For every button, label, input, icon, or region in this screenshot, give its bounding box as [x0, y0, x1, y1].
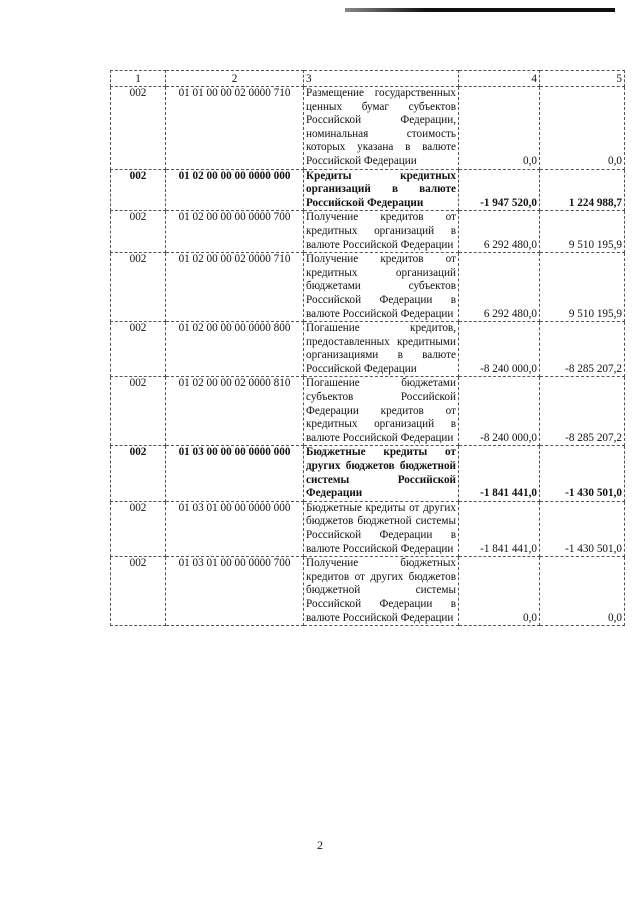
column-header-1: 1 — [111, 71, 166, 87]
table-row — [111, 501, 625, 556]
admin-code: 002 — [111, 169, 166, 211]
item-description: Бюджетные кредиты от других бюджетов бюджетной системы Российской Федерации — [304, 446, 459, 501]
amount-column-4: -8 240 000,0 — [459, 322, 540, 377]
budget-classification-code: 01 03 01 00 00 0000 000 — [166, 501, 304, 556]
amount-column-5: -1 430 501,0 — [540, 501, 625, 556]
admin-code: 002 — [111, 501, 166, 556]
table-row — [111, 557, 625, 626]
amount-column-5: 9 510 195,9 — [540, 211, 625, 253]
amount-column-4: -1 947 520,0 — [459, 169, 540, 211]
budget-classification-code: 01 01 00 00 02 0000 710 — [166, 87, 304, 170]
admin-code: 002 — [111, 377, 166, 446]
table-row — [111, 87, 625, 170]
admin-code: 002 — [111, 557, 166, 626]
budget-classification-code: 01 02 00 00 00 0000 800 — [166, 322, 304, 377]
budget-classification-code: 01 02 00 00 00 0000 700 — [166, 211, 304, 253]
item-description: Получение кредитов от кредитных организаций бюджетами субъектов Российской Федерации в валюте Российской Федерации — [304, 253, 459, 322]
item-description: Получение бюджетных кредитов от других бюджетов бюджетной системы Российской Федерации в валюте Российской Федерации — [304, 557, 459, 626]
budget-classification-code: 01 03 00 00 00 0000 000 — [166, 446, 304, 501]
item-description: Кредиты кредитных организаций в валюте Российской Федерации — [304, 169, 459, 211]
amount-column-4: -1 841 441,0 — [459, 446, 540, 501]
amount-column-5: -8 285 207,2 — [540, 322, 625, 377]
amount-column-5: 0,0 — [540, 87, 625, 170]
column-header-4: 4 — [459, 71, 540, 87]
admin-code: 002 — [111, 253, 166, 322]
admin-code: 002 — [111, 211, 166, 253]
table-header-row — [111, 71, 625, 87]
amount-column-4: 0,0 — [459, 87, 540, 170]
amount-column-4: 6 292 480,0 — [459, 211, 540, 253]
table-row — [111, 169, 625, 211]
budget-classification-code: 01 03 01 00 00 0000 700 — [166, 557, 304, 626]
item-description: Погашение бюджетами субъектов Российской Федерации кредитов от кредитных организаций в валюте Российской Федерации — [304, 377, 459, 446]
admin-code: 002 — [111, 87, 166, 170]
budget-classification-code: 01 02 00 00 02 0000 710 — [166, 253, 304, 322]
table-row — [111, 377, 625, 446]
table-row — [111, 211, 625, 253]
budget-sources-table — [110, 70, 625, 626]
amount-column-5: -1 430 501,0 — [540, 446, 625, 501]
amount-column-4: -1 841 441,0 — [459, 501, 540, 556]
item-description: Погашение кредитов, предоставленных кредитными организациями в валюте Российской Федерации — [304, 322, 459, 377]
budget-classification-code: 01 02 00 00 00 0000 000 — [166, 169, 304, 211]
item-description: Размещение государственных ценных бумаг субъектов Российской Федерации, номинальная стоимость которых указана в валюте Российской Федерации — [304, 87, 459, 170]
table-row — [111, 446, 625, 501]
admin-code: 002 — [111, 322, 166, 377]
item-description: Получение кредитов от кредитных организаций в валюте Российской Федерации — [304, 211, 459, 253]
table-body — [111, 87, 625, 626]
amount-column-4: 0,0 — [459, 557, 540, 626]
amount-column-5: -8 285 207,2 — [540, 377, 625, 446]
top-rule — [345, 8, 615, 12]
item-description: Бюджетные кредиты от других бюджетов бюджетной системы Российской Федерации в валюте Российской Федерации — [304, 501, 459, 556]
table-row — [111, 253, 625, 322]
column-header-3: 3 — [304, 71, 459, 87]
budget-classification-code: 01 02 00 00 02 0000 810 — [166, 377, 304, 446]
amount-column-5: 1 224 988,7 — [540, 169, 625, 211]
page-number: 2 — [317, 838, 323, 852]
admin-code: 002 — [111, 446, 166, 501]
amount-column-4: -8 240 000,0 — [459, 377, 540, 446]
table-row — [111, 322, 625, 377]
amount-column-5: 0,0 — [540, 557, 625, 626]
column-header-5: 5 — [540, 71, 625, 87]
amount-column-4: 6 292 480,0 — [459, 253, 540, 322]
budget-sources-table-container — [110, 70, 622, 626]
amount-column-5: 9 510 195,9 — [540, 253, 625, 322]
column-header-2: 2 — [166, 71, 304, 87]
